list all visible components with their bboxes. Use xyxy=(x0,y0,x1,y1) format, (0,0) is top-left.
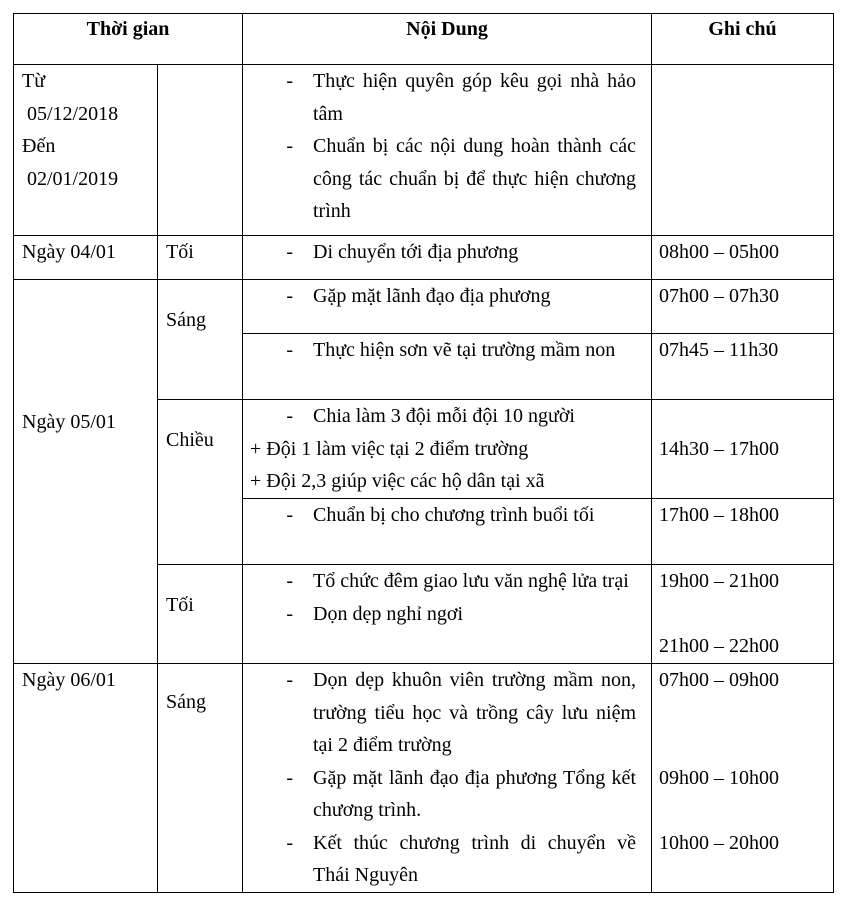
note-time: 10h00 – 20h00 xyxy=(659,831,779,854)
content-cell xyxy=(243,65,652,236)
content-item xyxy=(243,499,636,532)
note-cell xyxy=(652,499,834,565)
note-cell xyxy=(652,280,834,334)
item-text: Chia làm 3 đội mỗi đội 10 người xyxy=(313,405,575,427)
day-line: 02/01/2019 xyxy=(22,167,119,190)
day-line: Ngày 05/01 xyxy=(22,411,116,433)
content-item xyxy=(243,236,636,269)
header-time: Thời gian xyxy=(14,14,243,65)
item-text: Thực hiện quyên góp kêu gọi nhà hảo tâm xyxy=(313,70,636,125)
bullet-dash: - xyxy=(286,339,293,361)
note-time xyxy=(659,697,833,730)
session-cell xyxy=(158,565,243,664)
item-text: Di chuyển tới địa phương xyxy=(313,241,519,263)
note-cell xyxy=(652,565,834,664)
day-line: Ngày 06/01 xyxy=(22,669,116,691)
note-time: 08h00 – 05h00 xyxy=(659,241,779,263)
session-label: Sáng xyxy=(166,691,206,713)
day-cell xyxy=(14,236,158,280)
content-cell xyxy=(243,499,652,565)
item-text: Gặp mặt lãnh đạo địa phương xyxy=(313,285,551,307)
bullet-dash: - xyxy=(286,602,293,625)
session-cell xyxy=(158,65,243,236)
day-line: Ngày 04/01 xyxy=(22,241,116,263)
content-item xyxy=(243,827,636,892)
header-content: Nội Dung xyxy=(243,14,652,65)
bullet-dash: - xyxy=(286,70,293,92)
item-text: Tổ chức đêm giao lưu văn nghệ lửa trại xyxy=(313,570,629,592)
content-cell xyxy=(243,664,652,893)
bullet-dash: - xyxy=(286,570,293,592)
session-label: Sáng xyxy=(166,309,206,331)
item-text: Kết thúc chương trình di chuyển về Thái Nguyên xyxy=(313,831,636,886)
note-cell xyxy=(652,664,834,893)
note-time: 14h30 – 17h00 xyxy=(659,437,779,460)
header-row xyxy=(14,14,834,65)
content-cell xyxy=(243,236,652,280)
session-label: Tối xyxy=(166,594,194,616)
table-row xyxy=(14,236,834,280)
item-text: Dọn dẹp khuôn viên trường mầm non, trường tiểu học và trồng cây lưu niệm tại 2 điểm trường xyxy=(313,669,636,756)
note-cell xyxy=(652,65,834,236)
note-time: 07h00 – 07h30 xyxy=(659,285,779,307)
day-line: Đến xyxy=(22,135,56,157)
note-time xyxy=(659,729,833,762)
session-label xyxy=(166,65,242,98)
note-time: 17h00 – 18h00 xyxy=(659,504,779,526)
content-cell xyxy=(243,334,652,400)
content-item xyxy=(243,762,636,827)
content-item xyxy=(243,334,636,367)
table-row xyxy=(14,664,834,893)
session-label: Tối xyxy=(166,241,194,263)
note-time: 07h00 – 09h00 xyxy=(659,669,779,691)
table-row xyxy=(14,65,834,236)
sub-item-text: + Đội 2,3 giúp việc các hộ dân tại xã xyxy=(250,470,545,492)
content-item xyxy=(243,280,636,313)
schedule-table xyxy=(13,13,834,893)
item-text: Thực hiện sơn vẽ tại trường mầm non xyxy=(313,339,616,361)
note-time: 19h00 – 21h00 xyxy=(659,570,779,592)
item-text: Chuẩn bị cho chương trình buổi tối xyxy=(313,504,595,526)
note-time: 07h45 – 11h30 xyxy=(659,339,779,361)
content-item xyxy=(243,65,636,130)
note-cell xyxy=(652,236,834,280)
session-cell xyxy=(158,664,243,893)
note-time: 21h00 – 22h00 xyxy=(659,635,779,657)
item-text: Chuẩn bị các nội dung hoàn thành các công tác chuẩn bị để thực hiện chương trình xyxy=(313,135,636,222)
content-item xyxy=(243,400,636,433)
day-line: 05/12/2018 xyxy=(22,102,119,125)
session-cell xyxy=(158,236,243,280)
day-cell xyxy=(14,280,158,664)
bullet-dash: - xyxy=(286,285,293,307)
day-cell xyxy=(14,65,158,236)
content-item xyxy=(243,598,636,631)
item-text: Dọn dẹp nghỉ ngơi xyxy=(313,602,464,625)
session-cell xyxy=(158,400,243,565)
item-text: Gặp mặt lãnh đạo địa phương Tổng kết chương trình. xyxy=(313,766,636,821)
bullet-dash: - xyxy=(286,135,293,157)
content-item xyxy=(243,664,636,762)
content-cell xyxy=(243,280,652,334)
note-time: 09h00 – 10h00 xyxy=(659,766,779,789)
bullet-dash: - xyxy=(286,831,293,854)
note-time xyxy=(659,400,833,433)
note-time xyxy=(659,794,833,827)
content-cell xyxy=(243,400,652,499)
session-label: Chiều xyxy=(166,429,214,451)
content-cell xyxy=(243,565,652,664)
content-item xyxy=(243,130,636,228)
sub-item-text: + Đội 1 làm việc tại 2 điểm trường xyxy=(250,437,529,460)
header-note: Ghi chú xyxy=(652,14,834,65)
day-cell xyxy=(14,664,158,893)
bullet-dash: - xyxy=(286,405,293,427)
bullet-dash: - xyxy=(286,504,293,526)
note-time xyxy=(659,598,833,631)
content-item xyxy=(243,565,636,598)
day-line: Từ xyxy=(22,70,46,92)
note-cell xyxy=(652,334,834,400)
note-cell xyxy=(652,400,834,499)
bullet-dash: - xyxy=(286,766,293,789)
session-cell xyxy=(158,280,243,400)
bullet-dash: - xyxy=(286,241,293,263)
bullet-dash: - xyxy=(286,669,293,691)
table-row xyxy=(14,280,834,334)
